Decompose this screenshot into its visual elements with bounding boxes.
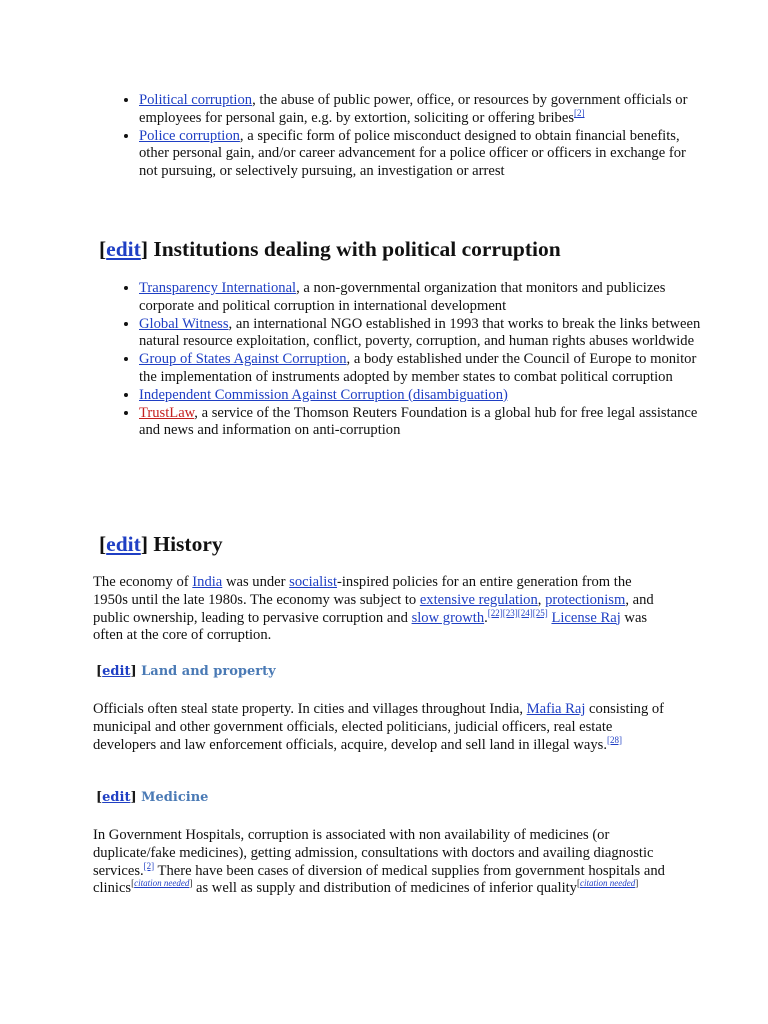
citation xyxy=(144,861,155,871)
protectionism-link[interactable]: protectionism xyxy=(545,591,626,608)
license-raj-link[interactable]: License Raj xyxy=(551,609,621,626)
citation-needed-link[interactable]: citation needed xyxy=(134,878,190,889)
citation-link[interactable]: [22] xyxy=(487,607,503,618)
heading-title: Medicine xyxy=(136,790,209,805)
corruption-types-list xyxy=(103,92,704,181)
citation-needed-link[interactable]: citation needed xyxy=(579,878,636,889)
edit-link[interactable]: edit xyxy=(102,790,131,805)
list-item-text: , the abuse of public power, office, or resources by government officials or employees for personal gain, e.g. by extortion, soliciting or offering bribes xyxy=(139,92,688,126)
text: , and public ownership, leading to pervasive corruption and xyxy=(93,591,654,626)
heading-title: History xyxy=(147,532,223,556)
slow-growth-link[interactable]: slow growth xyxy=(411,609,485,626)
bracket-open: [ xyxy=(96,790,103,805)
list-item xyxy=(139,280,704,316)
extensive-regulation-link[interactable]: extensive regulation xyxy=(419,591,538,608)
bracket-close: ] xyxy=(140,532,148,556)
list-item-text: , a body established under the Council of Europe to monitor the implementation of instruments adopted by member states to combat political corruption xyxy=(139,351,697,385)
list-item-text: , a specific form of police misconduct designed to obtain financial benefits, other personal gain, and/or career advancement for a police officer or officers in exchange for not pursuing, or selectively pursuing, an investigation or arrest xyxy=(139,127,686,180)
text: as well as supply and distribution of medicines of inferior quality xyxy=(192,880,577,897)
edit-link[interactable]: edit xyxy=(102,664,131,679)
list-item xyxy=(139,316,704,352)
institutions-heading xyxy=(99,236,561,262)
list-item-text: , an international NGO established in 1993 that works to break the links between natural resource exploitation, conflict, poverty, corruption, and human rights abuses worldwide xyxy=(139,315,701,350)
citation xyxy=(607,735,622,745)
global-witness-link[interactable]: Global Witness xyxy=(139,315,229,332)
heading-title: Land and property xyxy=(136,664,276,679)
bracket-close: ] xyxy=(140,237,148,261)
text: , xyxy=(537,591,546,608)
bracket-open: [ xyxy=(99,237,107,261)
citation-link[interactable]: [2] xyxy=(143,860,155,871)
bracket-close: ] xyxy=(635,878,639,889)
history-heading xyxy=(99,531,223,557)
list-item-text: , a service of the Thomson Reuters Foundation is a global hub for free legal assistance and news and information on anti-corruption xyxy=(139,404,698,439)
text: was often at the core of corruption. xyxy=(93,609,648,644)
edit-link[interactable]: edit xyxy=(106,237,141,261)
list-item xyxy=(139,92,704,128)
citation xyxy=(574,108,585,118)
greco-link[interactable]: Group of States Against Corruption xyxy=(139,351,347,368)
transparency-international-link[interactable]: Transparency International xyxy=(139,280,297,296)
citation-link[interactable]: [28] xyxy=(606,734,622,745)
text: The economy of xyxy=(93,574,193,590)
list-item xyxy=(139,128,704,181)
citation-link[interactable]: [24] xyxy=(517,607,533,618)
citation xyxy=(488,608,548,618)
land-property-heading xyxy=(96,664,276,680)
heading-title: Institutions dealing with political corruption xyxy=(147,237,561,261)
history-paragraph xyxy=(93,574,668,645)
institutions-list xyxy=(103,280,704,440)
police-corruption-link[interactable]: Police corruption xyxy=(139,127,240,144)
citation-needed xyxy=(131,878,192,888)
citation-link[interactable]: [23] xyxy=(502,607,518,618)
medicine-heading xyxy=(96,790,208,806)
medicine-paragraph xyxy=(93,827,668,898)
text: In Government Hospitals, corruption is associated with non availability of medicines (or duplicate/fake medicines), getting admission, consultations with doctors and availing diagnostic services. xyxy=(93,827,654,879)
political-corruption-link[interactable]: Political corruption xyxy=(139,92,253,108)
bracket-close: ] xyxy=(130,664,137,679)
bracket-close: ] xyxy=(130,790,137,805)
bracket-open: [ xyxy=(99,532,107,556)
list-item-text: , a non-governmental organization that monitors and publicizes corporate and political corruption in international development xyxy=(139,280,666,314)
trustlaw-link[interactable]: TrustLaw xyxy=(139,404,195,421)
edit-link[interactable]: edit xyxy=(106,532,141,556)
text: There have been cases of diversion of medical supplies from government hospitals and clinics xyxy=(93,862,665,897)
bracket-open: [ xyxy=(576,878,580,889)
citation-link[interactable]: [2] xyxy=(574,107,585,118)
list-item xyxy=(139,405,704,441)
socialist-link[interactable]: socialist xyxy=(289,574,338,590)
mafia-raj-link[interactable]: Mafia Raj xyxy=(526,701,586,717)
text: consisting of municipal and other government officials, elected politicians, judicial officers, real estate developers and law enforcement officials, acquire, develop and sell land in illegal ways. xyxy=(93,701,665,753)
india-link[interactable]: India xyxy=(192,574,223,590)
bracket-open: [ xyxy=(96,664,103,679)
citation-link[interactable]: [25] xyxy=(532,607,548,618)
text: Officials often steal state property. In cities and villages throughout India, xyxy=(93,701,527,717)
bracket-open: [ xyxy=(131,878,135,889)
list-item xyxy=(139,387,704,405)
text: was under xyxy=(222,574,290,590)
text: . xyxy=(484,609,488,626)
icac-disambiguation-link[interactable]: Independent Commission Against Corruption (disambiguation) xyxy=(139,386,508,403)
text: -inspired policies for an entire generation from the 1950s until the late 1980s. The economy was subject to xyxy=(93,574,632,608)
citation-needed xyxy=(577,878,638,888)
list-item xyxy=(139,351,704,387)
bracket-close: ] xyxy=(189,878,193,889)
land-paragraph xyxy=(93,701,668,754)
